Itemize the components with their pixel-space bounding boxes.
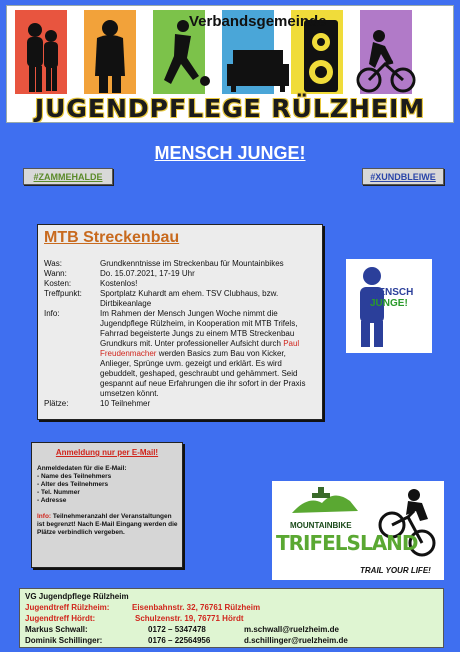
detail-value: Do. 15.07.2021, 17-19 Uhr [100,269,195,278]
registration-card [31,442,183,568]
banner-image [6,5,454,123]
detail-value: Sportplatz Kuhardt am ehem. TSV Clubhaus, bzw. Dirtbikeanlage [100,289,279,308]
logo-line-2: JUNGE! [370,298,408,309]
detail-key: Kosten: [44,279,72,288]
contact-org: VG Jugendpflege Rülzheim [25,592,129,601]
logo-small-text: MOUNTAINBIKE [290,521,352,530]
detail-key: Wann: [44,269,67,278]
detail-key: Was: [44,259,62,268]
treff2-address: Schulzenstr. 19, 76771 Hördt [135,614,244,623]
registration-item: - Name des Teilnehmers [37,473,112,480]
detail-value: Grundkenntnisse im Streckenbau für Mountainbikes [100,259,284,268]
detail-value: Kostenlos! [100,279,138,288]
detail-row-wann [44,269,316,279]
treff1-address: Eisenbahnstr. 32, 76761 Rülzheim [132,603,261,612]
person2-phone: 0176 – 22564956 [148,636,211,645]
info-text-end: werden Basics zum Bau von Kicker, Anlieger, Sprünge uvm. gezeigt und erklärt. Es wird gebuddelt, geshaped, geschraubt und gehämmert. Seid gespannt auf neue Erfahrungen die ihr sofort in der Praxis umsetzen könnt. [100,349,306,398]
banner-subtitle: Verbandsgemeinde [189,13,327,30]
registration-title[interactable]: Anmeldung nur per E-Mail! [55,448,159,457]
person1-phone: 0172 – 5347478 [148,625,206,634]
info-label: Info: [37,513,52,520]
detail-row-kosten [44,279,316,289]
logo-line-1: MENSCH [370,287,414,298]
info-text: Teilnehmeranzahl der Veranstaltungen ist begrenzt! Nach E-Mail Eingang werden die Plätze verbindlich vergeben. [37,513,178,536]
registration-item: - Tel. Nummer [37,489,80,496]
detail-value: 10 Teilnehmer [100,399,151,408]
instructor-name: Paul Freudenmacher [100,339,300,358]
detail-row-treffpunkt [44,289,316,309]
event-title[interactable]: MTB Streckenbau [44,229,180,246]
mensch-junge-text [370,287,413,309]
detail-key: Treffpunkt: [44,289,82,298]
mensch-junge-logo [346,259,432,353]
registration-item: - Alter des Teilnehmers [37,481,109,488]
detail-key: Info: [44,309,60,318]
registration-info [37,513,179,537]
info-text-start: Im Rahmen der Mensch Jungen Woche nimmt die Jugendpflege Rülzheim, in Kooperation mit MTB Trifels, Fahrrad begeisterte Jungs zu einem MTB Streckenbau Grundkurs mit. Unter professioneller Aufsicht durch [100,309,298,348]
trifelsland-logo [272,481,444,580]
detail-key: Plätze: [44,399,69,408]
hashtag-button-left[interactable] [23,168,113,185]
registration-intro: Anmeldedaten für die E-Mail: [37,465,127,472]
treff2-label: Jugendtreff Hördt: [25,614,96,623]
contact-card [19,588,444,648]
detail-row-was [44,259,316,269]
hashtag-button-right[interactable] [362,168,444,185]
logo-slogan: TRAIL YOUR LIFE! [360,566,431,575]
treff1-label: Jugendtreff Rülzheim: [25,603,110,612]
person2-name: Dominik Schillinger: [25,636,103,645]
page-headline[interactable]: MENSCH JUNGE! [154,143,306,163]
logo-big-text: TRIFELSLAND [276,531,418,555]
registration-item: - Adresse [37,497,67,504]
hashtag-left-label: #ZAMMEHALDE [33,172,103,182]
person2-email[interactable]: d.schillinger@ruelzheim.de [244,636,348,645]
event-details-table [44,259,316,409]
detail-row-plaetze [44,399,316,409]
hashtag-right-label: #XUNDBLEIWE [370,172,436,182]
event-card [37,224,323,420]
detail-row-info [44,309,316,399]
registration-body [37,465,179,537]
detail-value [100,309,316,399]
banner-title: JUGENDPFLEGE RÜLZHEIM [34,94,426,123]
person1-name: Markus Schwall: [25,625,88,634]
person1-email[interactable]: m.schwall@ruelzheim.de [244,625,339,634]
